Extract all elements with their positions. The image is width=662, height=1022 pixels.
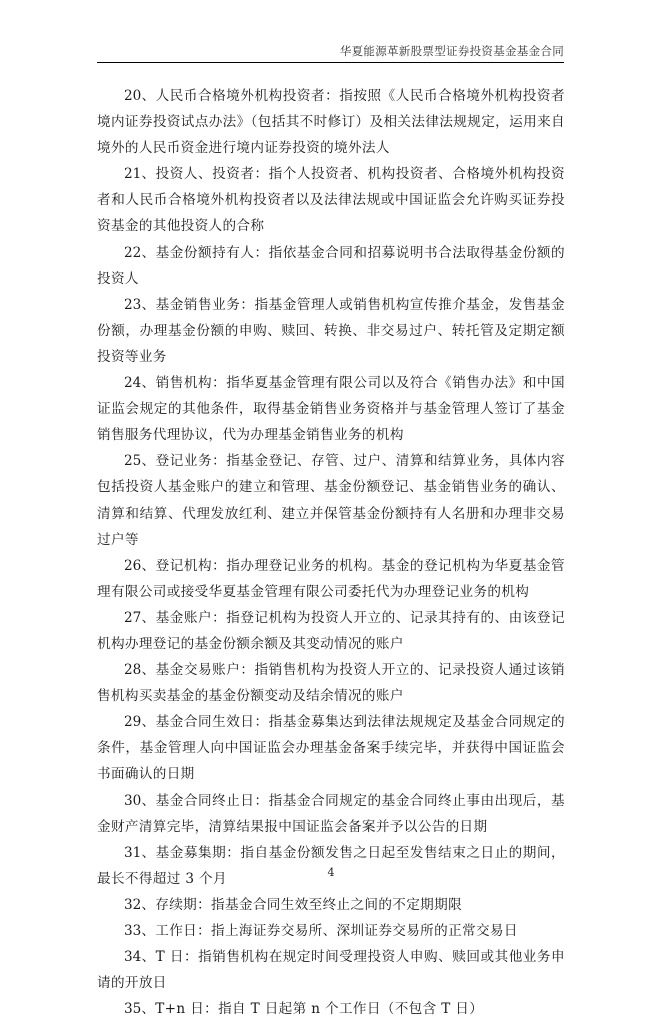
definition-text: 、基金合同终止日：指基金合同规定的基金合同终止事由出现后，基金财产清算完毕，清算结果报中国证监会备案并予以公告的日期 (97, 792, 565, 835)
definition-paragraph (97, 657, 565, 709)
definition-paragraph (97, 788, 565, 840)
definition-text: 、基金份额持有人：指依基金合同和招募说明书合法取得基金份额的投资人 (97, 244, 565, 287)
definition-text: 、T+n 日：指自 T 日起第 n 个工作日（不包含 T 日） (141, 1001, 484, 1018)
definition-number: 28 (124, 662, 142, 679)
definition-paragraph (97, 161, 565, 239)
definition-paragraph (97, 292, 565, 370)
definition-paragraph (97, 892, 565, 918)
definition-text: 、工作日：指上海证券交易所、深圳证券交易所的正常交易日 (141, 923, 518, 939)
definition-number: 25 (124, 453, 142, 470)
definition-text: 、存续期：指基金合同生效至终止之间的不定期期限 (141, 896, 463, 913)
definition-number: 21 (124, 166, 142, 183)
definition-text: 、登记机构：指办理登记业务的机构。基金的登记机构为华夏基金管理有限公司或接受华夏基金管理有限公司委托代为办理登记业务的机构 (97, 557, 565, 600)
definition-paragraph (97, 448, 565, 552)
definition-number: 24 (124, 375, 142, 392)
definition-paragraph (97, 370, 565, 448)
document-title: 华夏能源革新股票型证券投资基金基金合同 (339, 44, 564, 58)
definition-number: 34 (124, 949, 142, 966)
page-number: 4 (327, 866, 335, 879)
definition-paragraph (97, 996, 565, 1022)
definition-paragraph (97, 605, 565, 657)
definition-paragraph (97, 944, 565, 996)
definition-number: 30 (124, 792, 142, 809)
definition-text: 、人民币合格境外机构投资者：指按照《人民币合格境外机构投资者境内证券投资试点办法》（包括其不时修订）及相关法律法规规定，运用来自境外的人民币资金进行境内证券投资的境外法人 (97, 88, 565, 157)
definition-number: 27 (124, 609, 142, 626)
definition-text: 、基金合同生效日：指基金募集达到法律法规规定及基金合同规定的条件，基金管理人向中国证监会办理基金备案手续完毕，并获得中国证监会书面确认的日期 (97, 714, 565, 783)
definition-text: 、投资人、投资者：指个人投资者、机构投资者、合格境外机构投资者和人民币合格境外机构投资者以及法律法规或中国证监会允许购买证券投资基金的其他投资人的合称 (97, 166, 565, 235)
definition-number: 35 (124, 1001, 142, 1018)
definition-paragraph (97, 240, 565, 292)
definition-paragraph (97, 709, 565, 787)
definition-number: 29 (124, 714, 142, 731)
definition-paragraph (97, 553, 565, 605)
definition-number: 20 (124, 88, 142, 104)
definition-text: 、基金账户：指登记机构为投资人开立的、记录其持有的、由该登记机构办理登记的基金份额余额及其变动情况的账户 (97, 609, 565, 652)
definition-number: 23 (124, 296, 142, 313)
definition-text: 、基金募集期：指自基金份额发售之日起至发售结束之日止的期间，最长不得超过 3 个月 (97, 844, 565, 887)
definition-number: 32 (124, 896, 142, 913)
page-header (97, 42, 564, 63)
definition-text: 、基金销售业务：指基金管理人或销售机构宣传推介基金，发售基金份额，办理基金份额的申购、赎回、转换、非交易过户、转托管及定期定额投资等业务 (97, 296, 565, 365)
definitions-list (97, 83, 565, 1022)
definition-number: 33 (124, 923, 142, 939)
definition-number: 22 (124, 244, 142, 261)
definition-paragraph (97, 83, 565, 161)
definition-number: 31 (124, 844, 142, 861)
definition-text: 、T 日：指销售机构在规定时间受理投资人申购、赎回或其他业务申请的开放日 (97, 949, 565, 992)
definition-text: 、基金交易账户：指销售机构为投资人开立的、记录投资人通过该销售机构买卖基金的基金份额变动及结余情况的账户 (97, 662, 565, 705)
definition-text: 、销售机构：指华夏基金管理有限公司以及符合《销售办法》和中国证监会规定的其他条件，取得基金销售业务资格并与基金管理人签订了基金销售服务代理协议，代为办理基金销售业务的机构 (97, 375, 565, 444)
definition-paragraph (97, 918, 565, 944)
definition-text: 、登记业务：指基金登记、存管、过户、清算和结算业务，具体内容包括投资人基金账户的建立和管理、基金份额登记、基金销售业务的确认、清算和结算、代理发放红利、建立并保管基金份额持有人名册和办理非交易过户等 (97, 453, 565, 548)
definition-number: 26 (124, 557, 142, 574)
